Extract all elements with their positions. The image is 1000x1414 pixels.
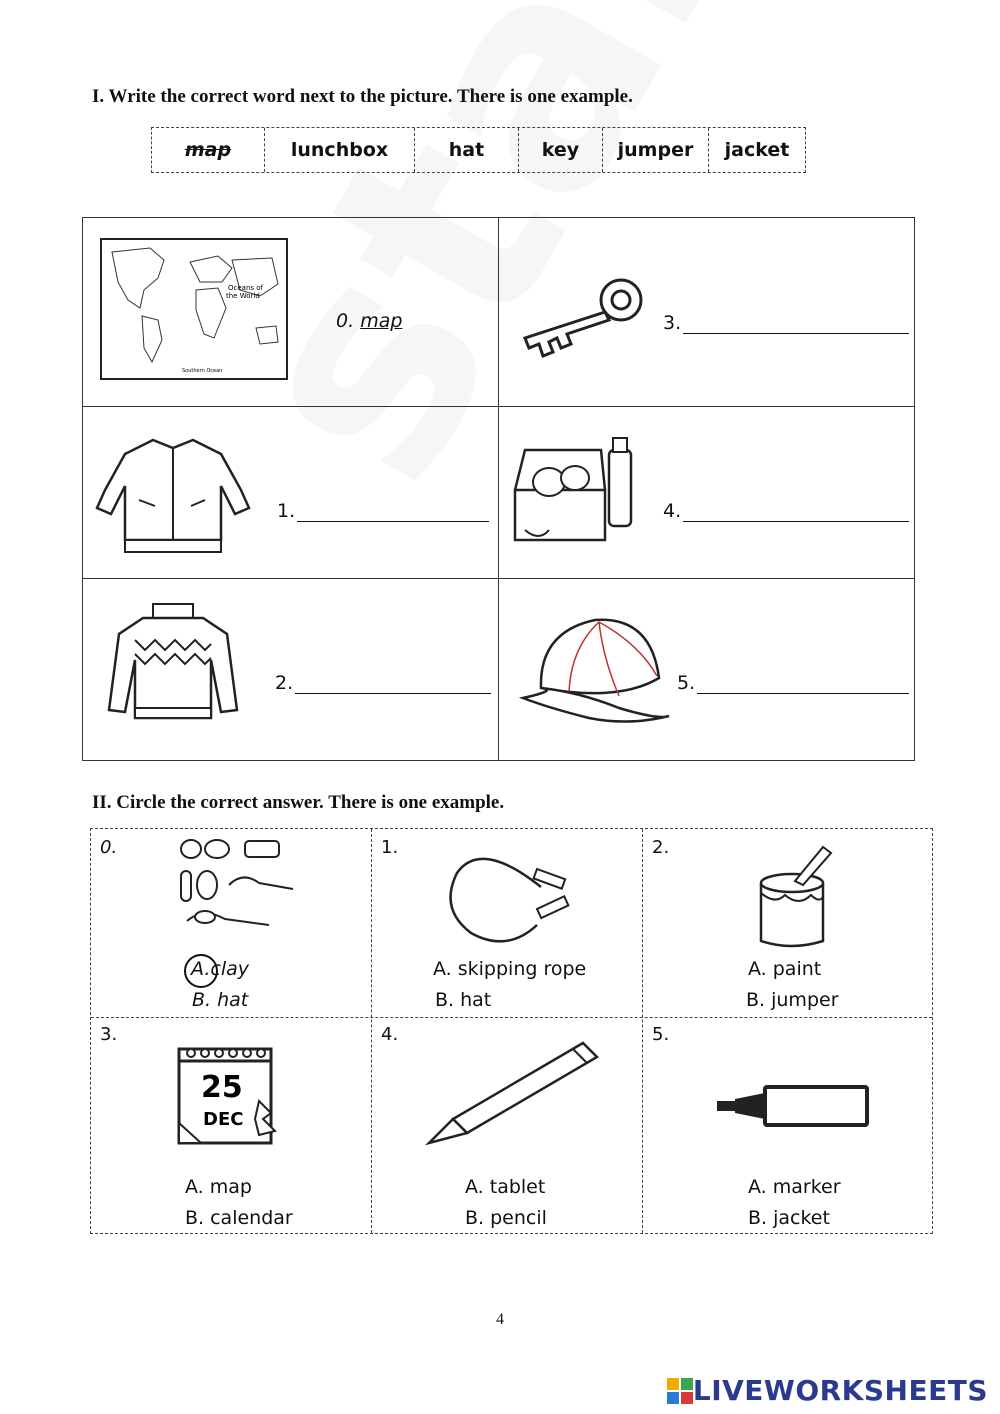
- jumper-icon: [103, 600, 243, 730]
- calendar-icon: [175, 1039, 285, 1149]
- option-a[interactable]: A. map: [185, 1176, 252, 1198]
- item-number: 2.: [652, 837, 670, 858]
- answer-circle: [184, 954, 218, 988]
- word-bank-item: hat: [415, 128, 519, 172]
- item-number: 1.: [381, 837, 399, 858]
- word-bank-item: map: [152, 128, 265, 172]
- item-number: 2.: [275, 672, 294, 694]
- skipping-rope-icon: [441, 849, 581, 945]
- calendar-month: DEC: [203, 1109, 244, 1130]
- word-bank-item: jacket: [724, 139, 790, 161]
- word-bank-item: key: [519, 128, 603, 172]
- answer-4[interactable]: [663, 500, 909, 522]
- answer-1[interactable]: [277, 500, 489, 522]
- option-a[interactable]: A. skipping rope: [433, 958, 587, 980]
- option-b[interactable]: B. hat: [435, 989, 492, 1011]
- word-bank: [151, 127, 806, 173]
- option-a[interactable]: A. tablet: [465, 1176, 546, 1198]
- item-number: 0.: [336, 310, 355, 332]
- cap-icon: [519, 608, 679, 728]
- word-bank-item: lunchbox: [265, 128, 415, 172]
- key-icon: [513, 278, 643, 362]
- section-1-title: I. Write the correct word next to the picture. There is one example.: [92, 86, 633, 107]
- option-a[interactable]: A. marker: [748, 1176, 841, 1198]
- choice-grid: [90, 828, 933, 1234]
- item-number: 3.: [100, 1024, 118, 1045]
- option-a[interactable]: A.clay: [191, 958, 249, 980]
- liveworksheets-logo: [667, 1374, 988, 1407]
- answer-3[interactable]: [663, 312, 909, 334]
- item-number: 5.: [652, 1024, 670, 1045]
- circled-answer: A.: [191, 958, 210, 980]
- world-map-icon: [100, 238, 290, 382]
- svg-text:Southern Ocean: Southern Ocean: [182, 368, 223, 374]
- answer-5[interactable]: [677, 672, 909, 694]
- marker-icon: [715, 1085, 871, 1129]
- calendar-day: 25: [201, 1070, 243, 1105]
- answer-0: [336, 310, 402, 332]
- lunchbox-icon: [505, 430, 635, 550]
- logo-text: LIVEWORKSHEETS: [692, 1374, 988, 1407]
- item-number: 4.: [381, 1024, 399, 1045]
- page-number: 4: [496, 1311, 504, 1328]
- option-b[interactable]: B. jumper: [746, 989, 839, 1011]
- option-b[interactable]: B. calendar: [185, 1207, 293, 1229]
- example-answer: map: [360, 310, 403, 332]
- pencil-icon: [423, 1039, 607, 1149]
- paint-can-icon: [755, 843, 835, 949]
- item-number: 3.: [663, 312, 682, 334]
- option-a[interactable]: A. paint: [748, 958, 822, 980]
- svg-text:Oceans of: Oceans of: [228, 284, 264, 292]
- option-b[interactable]: B. jacket: [748, 1207, 830, 1229]
- picture-grid: [82, 217, 915, 761]
- item-number: 4.: [663, 500, 682, 522]
- item-number: 5.: [677, 672, 696, 694]
- option-b[interactable]: B. pencil: [465, 1207, 547, 1229]
- section-2-title: II. Circle the correct answer. There is one example.: [92, 792, 505, 813]
- logo-icon: [667, 1378, 693, 1404]
- item-number: 1.: [277, 500, 296, 522]
- answer-2[interactable]: [275, 672, 491, 694]
- item-number: 0.: [100, 837, 118, 858]
- word-bank-item: jumper: [603, 128, 709, 172]
- svg-text:the World: the World: [226, 292, 260, 300]
- clay-icon: [173, 835, 313, 945]
- option-b[interactable]: B. hat: [192, 989, 249, 1011]
- jacket-icon: [93, 430, 253, 558]
